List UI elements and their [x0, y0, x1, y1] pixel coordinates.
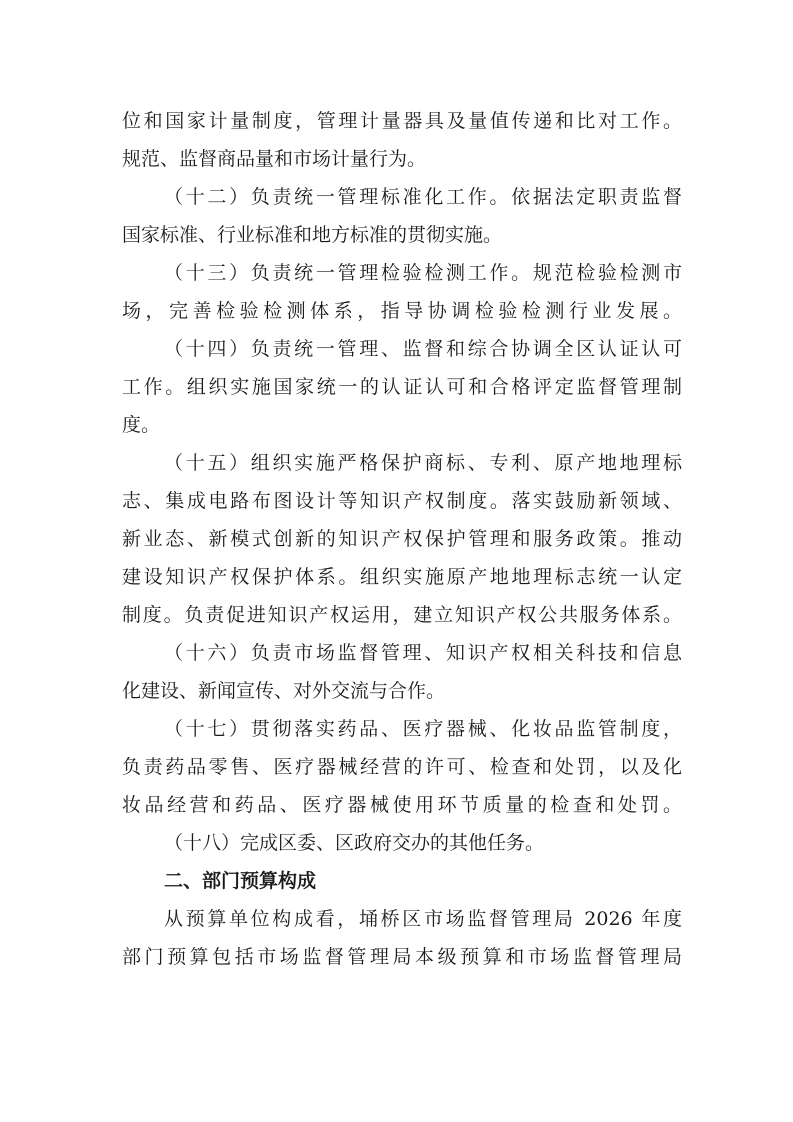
- paragraph-17-line: （十七）贯彻落实药品、医疗器械、化妆品监管制度，: [164, 718, 682, 740]
- paragraph-16-line: （十六）负责市场监督管理、知识产权相关科技和信息: [164, 642, 682, 664]
- text-line: 位和国家计量制度，管理计量器具及量值传递和比对工作。: [122, 110, 682, 132]
- text-line: 志、集成电路布图设计等知识产权制度。落实鼓励新领域、: [122, 490, 682, 512]
- text-line: 负责药品零售、医疗器械经营的许可、检查和处罚，以及化: [122, 756, 682, 778]
- text-line: 场，完善检验检测体系，指导协调检验检测行业发展。: [122, 300, 682, 322]
- paragraph-13-line: （十三）负责统一管理检验检测工作。规范检验检测市: [164, 262, 682, 284]
- text-line: 化建设、新闻宣传、对外交流与合作。: [122, 680, 446, 702]
- paragraph-budget-line: 从预算单位构成看，埇桥区市场监督管理局 2026 年度: [164, 908, 682, 930]
- paragraph-18-line: （十八）完成区委、区政府交办的其他任务。: [164, 832, 545, 854]
- text-line: 国家标准、行业标准和地方标准的贯彻实施。: [122, 224, 503, 246]
- paragraph-12-line: （十二）负责统一管理标准化工作。依据法定职责监督: [164, 186, 682, 208]
- text-line: 制度。负责促进知识产权运用，建立知识产权公共服务体系。: [122, 604, 682, 626]
- paragraph-14-line: （十四）负责统一管理、监督和综合协调全区认证认可: [164, 338, 682, 360]
- text-line: 妆品经营和药品、医疗器械使用环节质量的检查和处罚。: [122, 794, 682, 816]
- document-body: [122, 102, 682, 976]
- text-line: 度。: [122, 414, 161, 436]
- paragraph-15-line: （十五）组织实施严格保护商标、专利、原产地地理标: [164, 452, 682, 474]
- text-line: 规范、监督商品量和市场计量行为。: [122, 148, 427, 170]
- text-line: 建设知识产权保护体系。组织实施原产地地理标志统一认定: [122, 566, 682, 588]
- text-line: 新业态、新模式创新的知识产权保护管理和服务政策。推动: [122, 528, 682, 550]
- text-line: 部门预算包括市场监督管理局本级预算和市场监督管理局: [122, 946, 682, 968]
- text-line: 工作。组织实施国家统一的认证认可和合格评定监督管理制: [122, 376, 682, 398]
- section-heading: 二、部门预算构成: [164, 870, 317, 892]
